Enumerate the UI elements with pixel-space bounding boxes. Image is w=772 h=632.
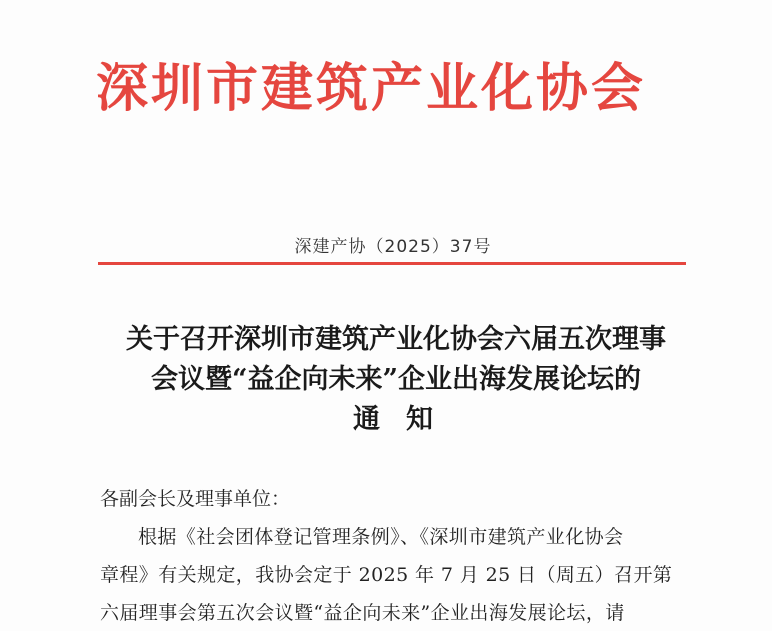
notice-title-line-2: 会议暨“益企向未来”企业出海发展论坛的 <box>150 364 642 395</box>
notice-title <box>92 320 700 440</box>
paragraph-line-1: 根据《社会团体登记管理条例》、《深圳市建筑产业化协会 <box>138 526 624 548</box>
notice-title-line-1: 关于召开深圳市建筑产业化协会六届五次理事 <box>126 324 666 355</box>
paragraph-line-3: 六届理事会第五次会议暨“益企向未来”企业出海发展论坛，请 <box>100 602 625 624</box>
organization-letterhead: 深圳市建筑产业化协会 <box>96 58 647 119</box>
letterhead-divider <box>98 262 686 265</box>
salutation: 各副会长及理事单位： <box>100 488 291 510</box>
notice-title-line-3: 通知 <box>353 404 459 435</box>
paragraph-line-2: 章程》有关规定，我协会定于 2025 年 7 月 25 日（周五）召开第 <box>100 564 673 586</box>
document-number: 深建产协（2025）37号 <box>294 237 492 257</box>
notice-body <box>100 480 700 632</box>
